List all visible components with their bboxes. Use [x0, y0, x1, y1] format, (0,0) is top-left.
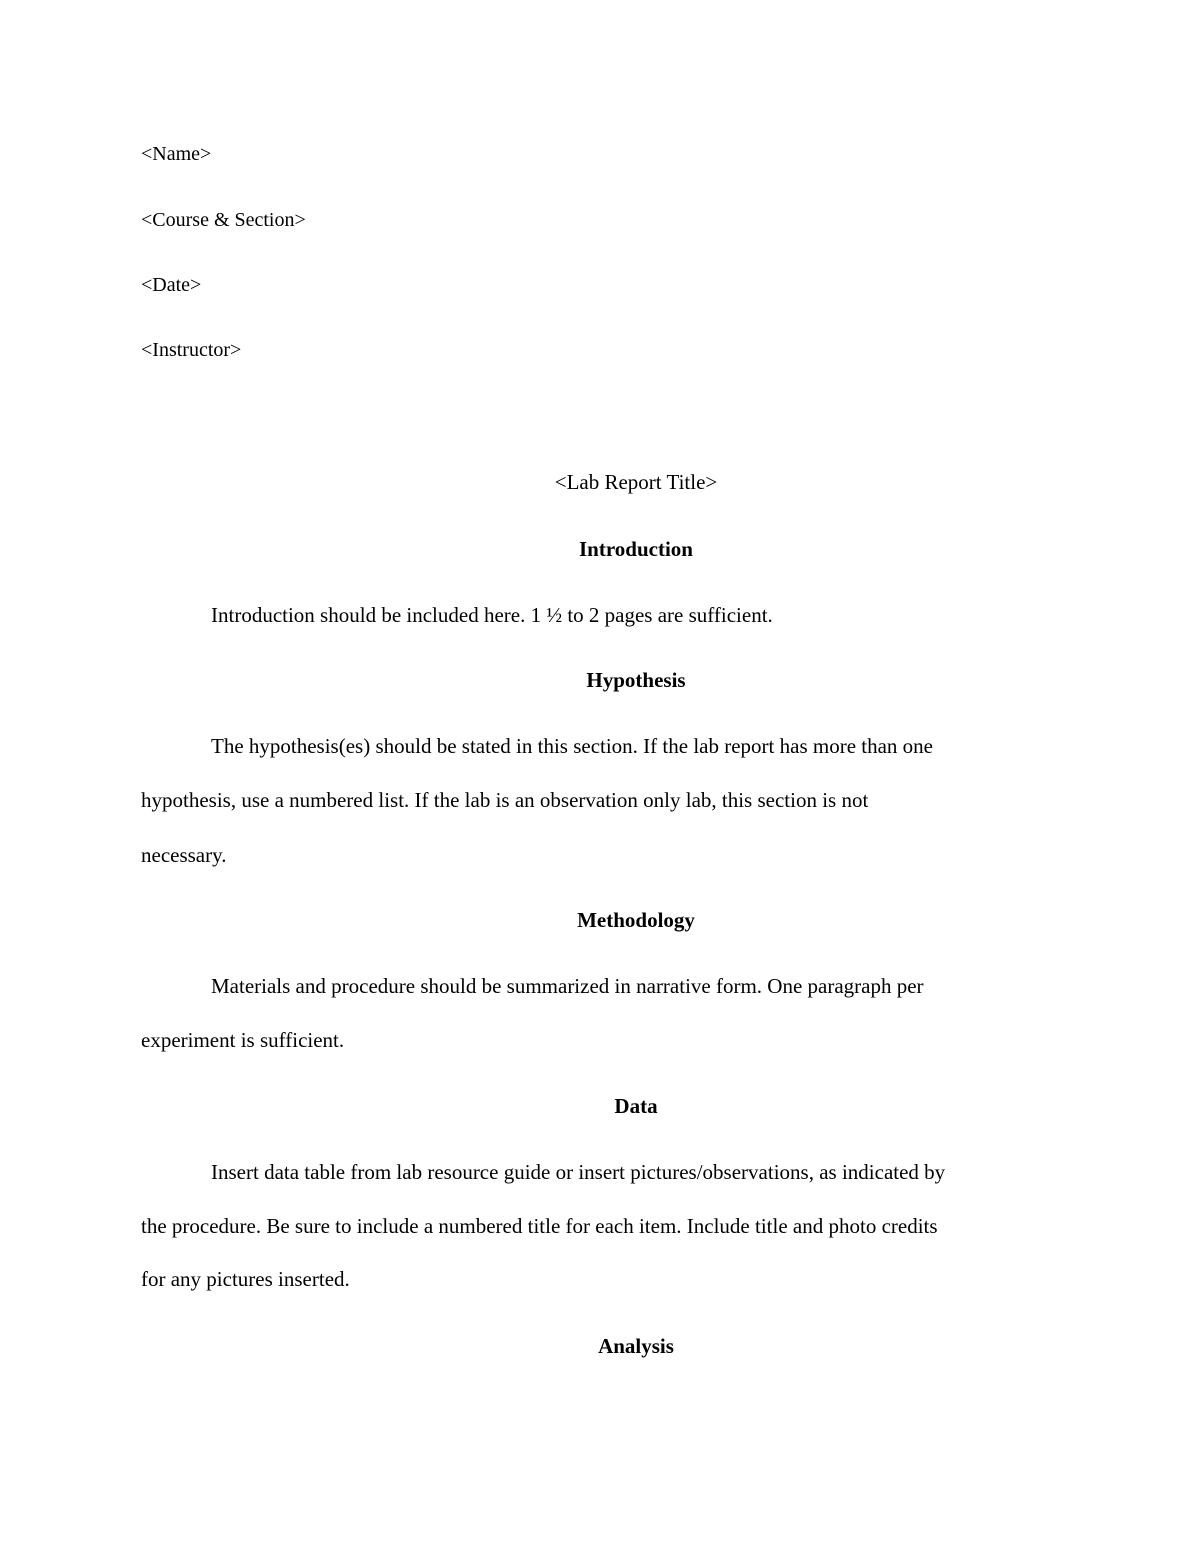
data-line: Insert data table from lab resource guide or insert pictures/observations, as indicated by: [211, 1160, 946, 1184]
data-heading: Data: [614, 1094, 658, 1118]
data-line: for any pictures inserted.: [141, 1267, 350, 1291]
methodology-heading: Methodology: [577, 908, 695, 932]
instructor: <Instructor>: [141, 339, 242, 361]
report-title: <Lab Report Title>: [554, 470, 718, 494]
hypothesis-line: The hypothesis(es) should be stated in this section. If the lab report has more than one: [211, 734, 933, 758]
data-line: the procedure. Be sure to include a numbered title for each item. Include title and photo credits: [141, 1214, 938, 1238]
student-name: <Name>: [141, 143, 212, 165]
methodology-line: experiment is sufficient.: [141, 1028, 345, 1052]
introduction-line: Introduction should be included here. 1 ½ to 2 pages are sufficient.: [211, 603, 773, 627]
methodology-line: Materials and procedure should be summarized in narrative form. One paragraph per: [211, 974, 924, 998]
hypothesis-heading: Hypothesis: [586, 668, 686, 692]
hypothesis-line: hypothesis, use a numbered list. If the lab is an observation only lab, this section is not: [141, 788, 869, 812]
hypothesis-line: necessary.: [141, 843, 227, 867]
course-section: <Course & Section>: [141, 209, 306, 231]
introduction-heading: Introduction: [579, 537, 693, 561]
analysis-heading: Analysis: [598, 1334, 674, 1358]
report-date: <Date>: [141, 274, 202, 296]
